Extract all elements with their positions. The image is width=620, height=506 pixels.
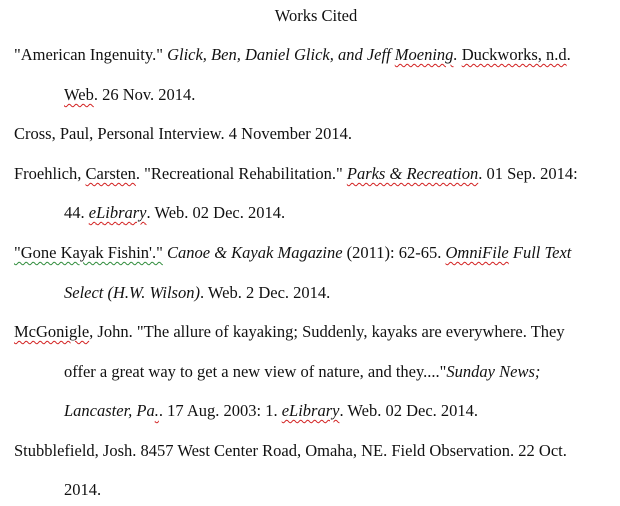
citation-source: Lancaster, Pa: [64, 401, 155, 420]
spellcheck-word: Web: [64, 85, 94, 104]
spellcheck-word: OmniFile: [445, 243, 509, 262]
citation-text: . 01 Sep. 2014:: [478, 164, 578, 183]
citation-text: . "Recreational Rehabilitation.": [135, 164, 347, 183]
spellcheck-word: Parks & Recreation: [346, 164, 479, 183]
spellcheck-word: Moening: [394, 45, 454, 64]
citation-source: Select (H.W. Wilson): [64, 283, 200, 302]
citation-text: . 26 Nov. 2014.: [93, 85, 196, 104]
citation-author: Glick, Ben, Daniel Glick, and Jeff: [167, 45, 395, 64]
spellcheck-word: eLibrary: [88, 203, 147, 222]
citation-line: [64, 283, 330, 303]
citation-text: "American Ingenuity.": [14, 45, 168, 64]
citation-text: offer a great way to get a new view of nature, and they....": [64, 362, 447, 381]
spellcheck-word: eLibrary: [281, 401, 340, 420]
citation-line: [14, 441, 567, 461]
citation-text: .: [453, 45, 462, 64]
citation-line: [64, 362, 540, 382]
citation-line: [64, 85, 195, 105]
citation-line: [64, 401, 478, 421]
citation-line: [14, 243, 571, 263]
citation-text: 44.: [64, 203, 89, 222]
page-title: Works Cited: [274, 6, 358, 25]
citation-source: Canoe & Kayak Magazine: [167, 243, 343, 262]
citation-line: [64, 203, 285, 223]
spellcheck-word: Carsten: [85, 164, 136, 183]
citation-source: Sunday News;: [446, 362, 541, 381]
citation-text: . 17 Aug. 2003: 1.: [158, 401, 282, 420]
citation-text: , John. "The allure of kayaking; Suddenly, kayaks are everywhere. They: [89, 322, 565, 341]
spellcheck-word: .: [154, 401, 159, 420]
citation-text: . Web. 02 Dec. 2014.: [339, 401, 479, 420]
citation-text: .: [566, 45, 571, 64]
spellcheck-word: Duckworks, n.d: [461, 45, 567, 64]
citation-source: Full Text: [508, 243, 572, 262]
citation-line: [64, 480, 101, 500]
citation-text: Stubblefield, Josh. 8457 West Center Road, Omaha, NE. Field Observation. 22 Oct.: [14, 441, 567, 460]
citation-text: . Web. 02 Dec. 2014.: [146, 203, 286, 222]
citation-text: Froehlich,: [14, 164, 86, 183]
spellcheck-word: McGonigle: [14, 322, 90, 341]
citation-text: Cross, Paul, Personal Interview. 4 November 2014.: [14, 124, 353, 143]
citation-line: [14, 322, 565, 342]
citation-text: (2011): 62-65.: [342, 243, 446, 262]
citation-line: [14, 164, 578, 184]
citation-text: . Web. 2 Dec. 2014.: [199, 283, 331, 302]
citation-text: 2014.: [64, 480, 102, 499]
spellcheck-word: "Gone Kayak Fishin'.": [14, 243, 163, 262]
citation-line: [14, 124, 352, 144]
citation-line: [14, 45, 571, 65]
